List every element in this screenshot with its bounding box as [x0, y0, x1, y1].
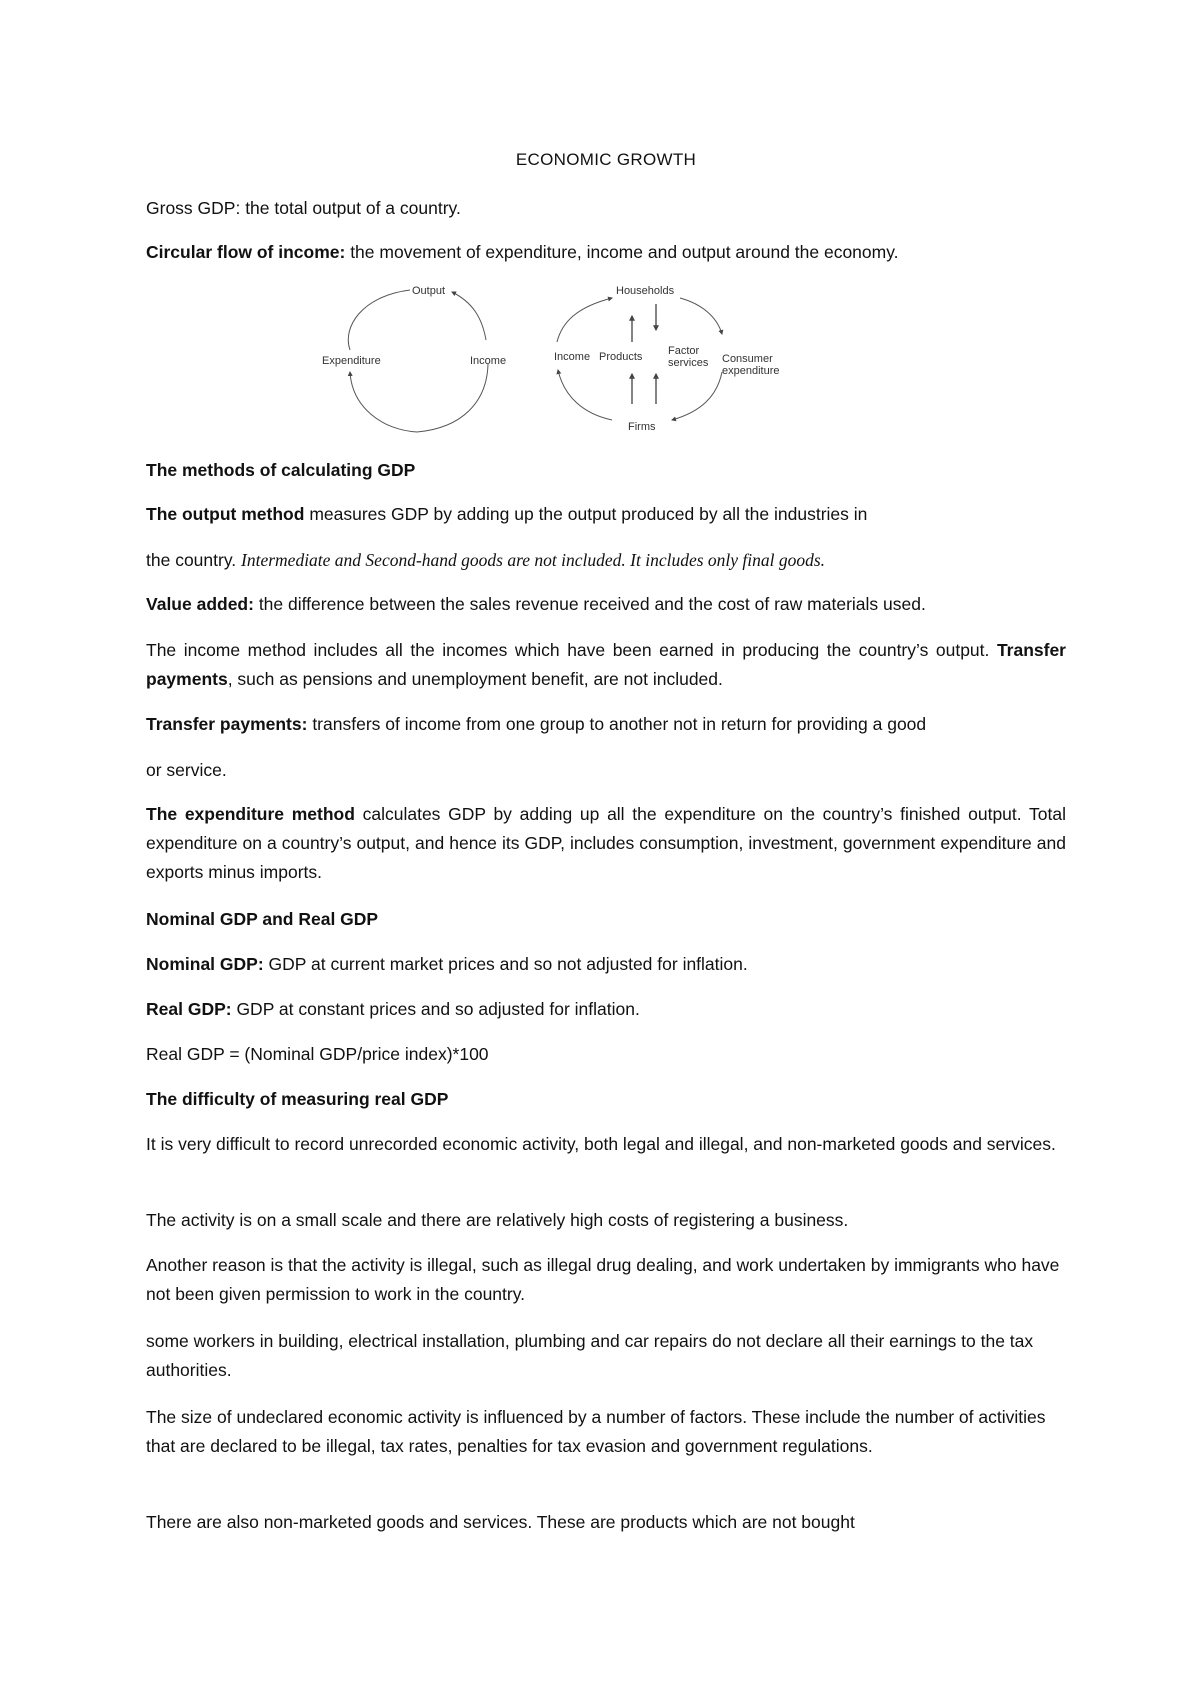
output-method-term: The output method [146, 504, 305, 524]
diagram1-income-label: Income [470, 355, 507, 367]
document-title: ECONOMIC GROWTH [515, 150, 697, 169]
diagram2-services-label: services [668, 357, 709, 369]
diagram2-consumer-label: Consumer [722, 353, 773, 365]
output-method-text1: measures GDP by adding up the output produced by all the industries in [304, 504, 868, 524]
gross-gdp-definition [146, 194, 1066, 223]
real-gdp-formula: Real GDP = (Nominal GDP/price index)*100 [146, 1044, 489, 1064]
difficulty-heading: The difficulty of measuring real GDP [146, 1089, 449, 1109]
arrow-firms-to-income [558, 370, 612, 420]
transfer-payments-term: Transfer payments: [146, 714, 308, 734]
output-method-text2: the country. [146, 550, 242, 570]
output-method-italic: Intermediate and Second-hand goods are not included. It includes only final goods. [241, 550, 826, 570]
diagram2-households-label: Households [616, 285, 675, 297]
circular-flow-text: the movement of expenditure, income and output around the economy. [345, 242, 899, 262]
arrow-income-path-to-expenditure [350, 372, 417, 432]
value-added-term: Value added: [146, 594, 254, 614]
diagram2-expenditure-label: expenditure [722, 365, 780, 377]
real-gdp-text: GDP at constant prices and so adjusted for inflation. [231, 999, 640, 1019]
arrow-output-to-expenditure [348, 290, 410, 350]
income-method-text2: , such as pensions and unemployment benefit, are not included. [227, 669, 723, 689]
diagram-detailed-flow [554, 285, 780, 433]
arrow-income-to-households [557, 298, 612, 342]
value-added-text: the difference between the sales revenue received and the cost of raw materials used. [253, 594, 926, 614]
expenditure-method-text: calculates GDP by adding up all the expenditure on the country’s finished output. Total expenditure on a country’s output, and hence its GDP, includes consumption, investment, government expenditure and exports minus imports. [146, 804, 1066, 882]
arrow-households-to-consumer-expenditure [680, 298, 722, 334]
nominal-gdp-text: GDP at current market prices and so not adjusted for inflation. [263, 954, 748, 974]
arrow-expenditure-to-firms [672, 372, 722, 420]
diagram2-firms-label: Firms [628, 421, 656, 433]
arrow-income-to-output [452, 292, 486, 340]
difficulty-paragraph-1: It is very difficult to record unrecorded economic activity, both legal and illegal, and non-marketed goods and services. [146, 1134, 1056, 1154]
difficulty-paragraph-2: The activity is on a small scale and there are relatively high costs of registering a business. [146, 1210, 849, 1230]
transfer-payments-text1: transfers of income from one group to another not in return for providing a good [307, 714, 927, 734]
income-method-text1: The income method includes all the incomes which have been earned in producing the country’s output. [146, 640, 997, 660]
nominal-real-heading: Nominal GDP and Real GDP [146, 909, 379, 929]
difficulty-paragraph-5: The size of undeclared economic activity is influenced by a number of factors. These include the number of activities that are declared to be illegal, tax rates, penalties for tax evasion and government regulations. [146, 1407, 1046, 1456]
real-gdp-definition [146, 995, 1066, 1024]
circular-flow-diagrams [322, 282, 802, 442]
diagram1-output-label: Output [412, 285, 446, 297]
income-method-term: Transfer payments [146, 640, 1066, 689]
value-added-definition [146, 590, 1066, 619]
expenditure-method-term: The expenditure method [146, 804, 355, 824]
methods-heading: The methods of calculating GDP [146, 460, 416, 480]
gross-gdp-text: the total output of a country. [240, 198, 461, 218]
output-method-line2 [146, 546, 1066, 575]
diagram2-factor-label: Factor [668, 345, 700, 357]
diagram2-products-label: Products [599, 351, 643, 363]
output-method-line1 [146, 500, 1066, 529]
nominal-gdp-definition [146, 950, 1066, 979]
difficulty-paragraph-4: some workers in building, electrical installation, plumbing and car repairs do not declare all their earnings to the tax authorities. [146, 1331, 1034, 1380]
transfer-payments-line1 [146, 710, 1066, 739]
circular-flow-definition [146, 238, 1066, 267]
real-gdp-term: Real GDP: [146, 999, 232, 1019]
expenditure-method-paragraph [146, 800, 1066, 887]
difficulty-paragraph-3: Another reason is that the activity is illegal, such as illegal drug dealing, and work undertaken by immigrants who have not been given permission to work in the country. [146, 1255, 1060, 1304]
income-method-paragraph [146, 636, 1066, 694]
circular-flow-term: Circular flow of income: [146, 242, 346, 262]
arrow-income-lower [417, 364, 488, 432]
diagram-simple-flow [322, 285, 506, 432]
transfer-payments-line2: or service. [146, 760, 227, 780]
difficulty-paragraph-6: There are also non-marketed goods and services. These are products which are not bought [146, 1512, 855, 1532]
diagram2-income-label: Income [554, 351, 591, 363]
nominal-gdp-term: Nominal GDP: [146, 954, 264, 974]
diagram1-expenditure-label: Expenditure [322, 355, 381, 367]
gross-gdp-term: Gross GDP: [146, 198, 241, 218]
